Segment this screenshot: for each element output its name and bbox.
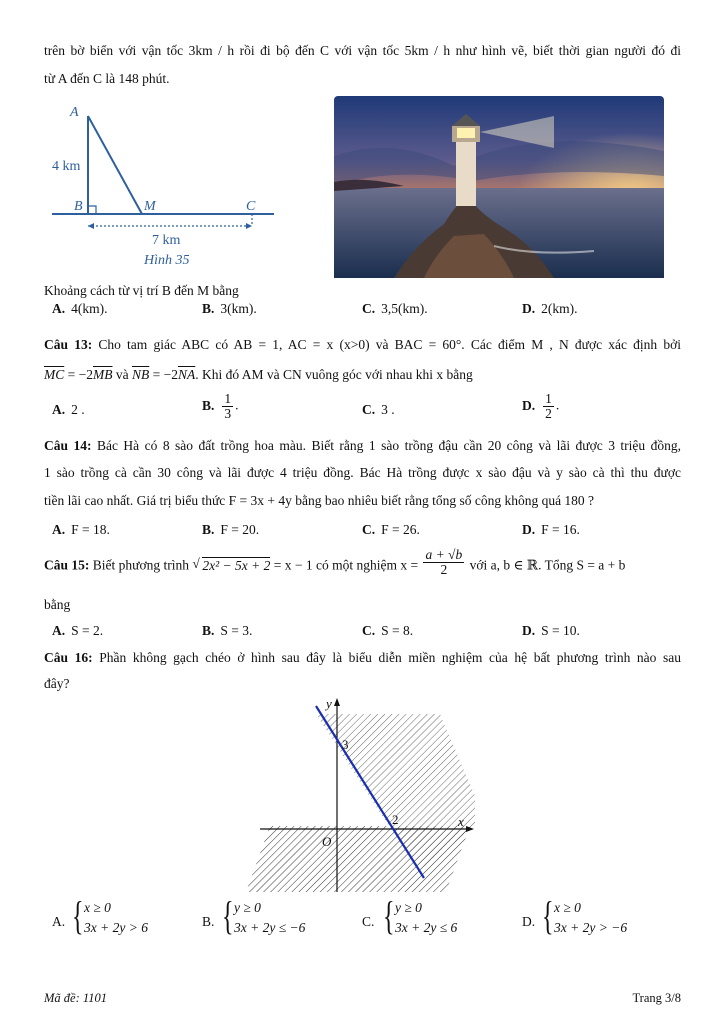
x-label: x [458,814,464,829]
q15-option-c[interactable]: C. S = 8. [362,623,414,638]
q16-line-1: Câu 16: Phần không gạch chéo ở hình sau đây là biểu diễn miền nghiệm của hệ bất phương trình nào sau [44,650,682,665]
q12-option-b[interactable]: B. 3(km). [202,301,257,316]
q16-option-d-label[interactable]: D. [522,914,536,929]
intro-line-1: trên bờ biển với vận tốc 3km / h rồi đi bộ đến C với vận tốc 5km / h như hình vẽ, biết thời gian người đó đi [44,43,681,58]
q16-option-b[interactable]: { y ≥ 0 3x + 2y ≤ −6 [222,893,306,938]
q16-option-d[interactable]: { x ≥ 0 3x + 2y > −6 [542,893,628,938]
q13-line-2: $\overline{MC} = -2\overline{MB}$ và $\overline{NB} = -2\overline{NA}$. Khi đó AM và CN vuông góc với nhau khi x bằng [44,367,473,382]
q15-line-1: Câu 15: Biết phương trình √ 2x² − 5x + 2 = x − 1 có một nghiệm x = $\frac{a + √b}{2}$ với a, b ∈ ℝ. Tổng S = a + b [44,547,626,577]
origin-label: O [322,834,332,849]
figure-35 [44,98,284,278]
q12-option-a[interactable]: A. 4(km). [52,301,108,316]
q16-graph [240,696,500,894]
label-a: A [70,105,79,120]
q13-option-d[interactable]: D. $\frac{1}{2}$ . [522,391,560,421]
q16-option-c-label[interactable]: C. [362,914,375,929]
q15-option-b[interactable]: B. S = 3. [202,623,253,638]
label-c: C [246,199,256,214]
q14-option-a[interactable]: A. F = 18. [52,522,110,537]
page-number: Trang 3/8 [632,991,681,1005]
q13-line-1: Câu 13: Cho tam giác ABC có AB = 1, AC = x (x>0) và BAC = 60°. Các điểm M , N được xác định bởi [44,337,681,352]
q14-option-b[interactable]: B. F = 20. [202,522,260,537]
label-7km: 7 km [152,233,181,248]
label-4km: 4 km [52,159,81,174]
q15-option-a[interactable]: A. S = 2. [52,623,104,638]
label-b: B [74,199,83,214]
y-intercept-label: 3 [342,737,349,752]
q16-option-a-label[interactable]: A. [52,914,66,929]
q13-option-b[interactable]: B. $\frac{1}{3}$ . [202,391,239,421]
q14-option-c[interactable]: C. F = 26. [362,522,420,537]
q12-option-d[interactable]: D. 2(km). [522,301,578,316]
q16-option-b-label[interactable]: B. [202,914,215,929]
sqrt-expression: √ 2x² − 5x + 2 [192,555,271,573]
figure-caption: Hình 35 [144,253,190,268]
q14-line-2: 1 sào trồng cà cần 30 công và lãi được 4 triệu đồng. Bác Hà trồng được x sào đậu và y sào cà thì thu được [44,465,681,480]
q15-option-d[interactable]: D. S = 10. [522,623,580,638]
q15-line-2: bằng [44,597,71,612]
q13-option-c[interactable]: C. 3 . [362,402,395,417]
q16-option-a[interactable]: { x ≥ 0 3x + 2y > 6 [72,893,148,938]
lighthouse-photo [334,96,664,278]
q16-line-2: đây? [44,676,70,691]
x-intercept-label: 2 [392,812,399,827]
q13-option-a[interactable]: A. 2 . [52,402,85,417]
label-m: M [144,199,156,214]
intro-line-2: từ A đến C là 148 phút. [44,71,170,86]
q14-option-d[interactable]: D. F = 16. [522,522,580,537]
q14-line-1: Câu 14: Bác Hà có 8 sào đất trồng hoa màu. Biết rằng 1 sào trồng đậu cần 20 công và lãi được 3 triệu đồng, [44,438,681,453]
q12-option-c[interactable]: C. 3,5(km). [362,301,428,316]
q12-stem: Khoảng cách từ vị trí B đến M bằng [44,283,239,298]
q14-line-3: tiền lãi cao nhất. Giá trị biểu thức F = 3x + 4y bằng bao nhiêu biết rằng tổng số công không quá 180 ? [44,493,595,508]
y-label: y [326,696,332,711]
q16-option-c[interactable]: { y ≥ 0 3x + 2y ≤ 6 [383,893,458,938]
side-am [88,116,142,214]
exam-code: Mã đề: 1101 [44,991,107,1005]
